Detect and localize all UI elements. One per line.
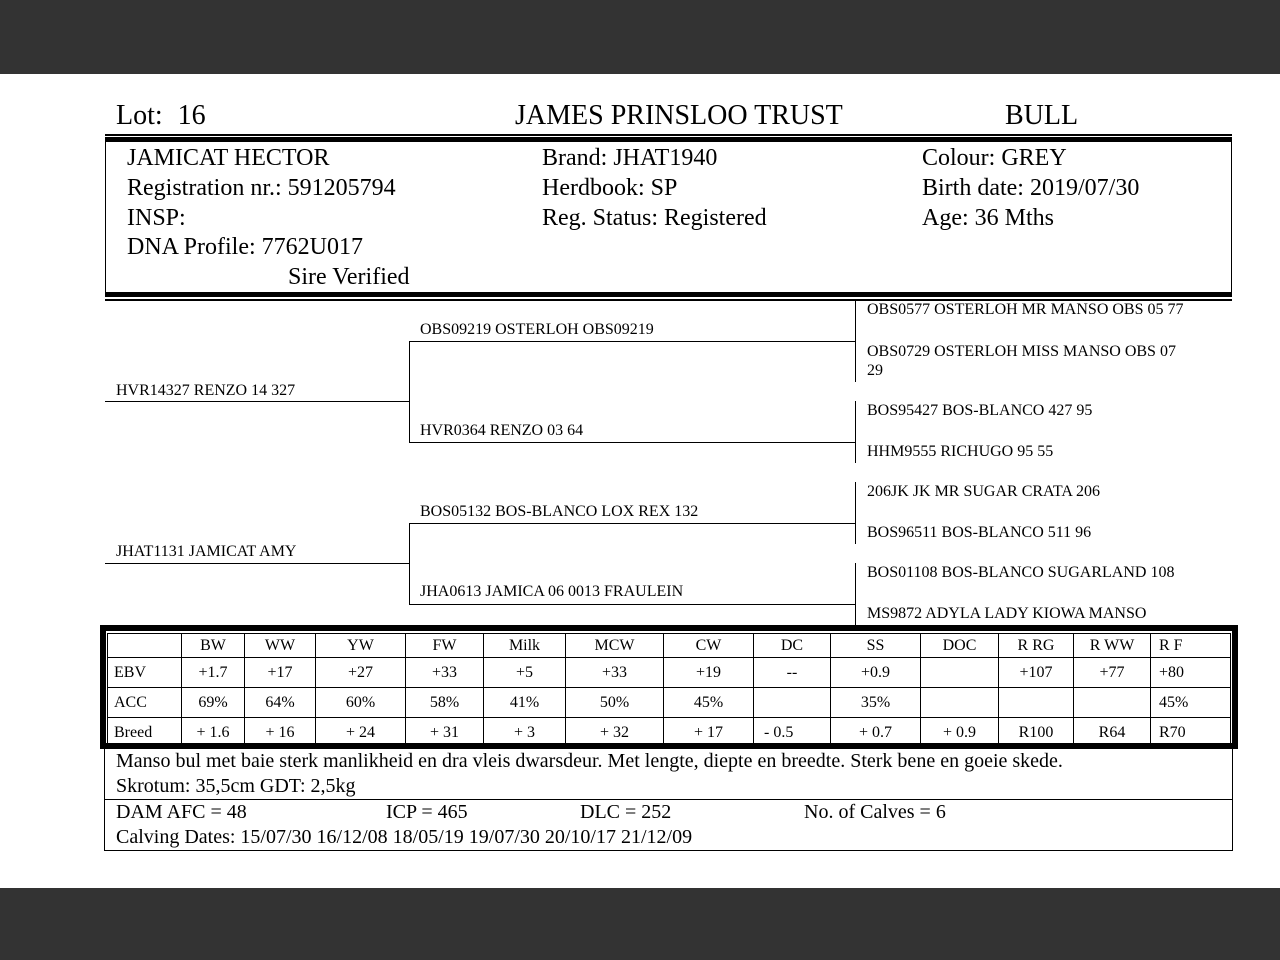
ebv-header-cell: SS [831,634,921,658]
ebv-header-row [108,634,1231,658]
ebv-cell: +80 [1151,658,1231,688]
breed-cell: + 1.6 [182,718,245,748]
pedigree-ggp-2-cont: 29 [867,362,883,379]
pedigree-ggp-6: BOS96511 BOS-BLANCO 511 96 [867,524,1092,541]
breed-row-label: Breed [108,718,182,748]
comments-line-1: Manso bul met baie sterk manlikheid en dra vleis dwarsdeur. Met lengte, diepte en breedte. Sterk bene en goeie skede. [116,750,1063,772]
breed-cell: + 0.7 [831,718,921,748]
pedigree-dam-sire: BOS05132 BOS-BLANCO LOX REX 132 [420,503,699,520]
pedigree-sire-dam: HVR0364 RENZO 03 64 [420,422,584,439]
lot-sheet [0,74,1280,888]
ebv-cell: +17 [245,658,316,688]
dna-profile: DNA Profile: 7762U017 [127,234,363,260]
acc-cell: 50% [566,688,664,718]
comments-line-2: Skrotum: 35,5cm GDT: 2,5kg [116,775,356,797]
acc-row-label: ACC [108,688,182,718]
breed-cell: + 16 [245,718,316,748]
ebv-header-cell: BW [182,634,245,658]
lot-number: 16 [177,100,206,131]
ebv-row-label: EBV [108,658,182,688]
acc-cell: 45% [664,688,754,718]
breed-cell: + 17 [664,718,754,748]
ebv-header-cell: DC [754,634,831,658]
breed-cell: R100 [999,718,1074,748]
pedigree-ggp-3: BOS95427 BOS-BLANCO 427 95 [867,402,1093,419]
calving-dates: Calving Dates: 15/07/30 16/12/08 18/05/19 19/07/30 20/10/17 21/12/09 [116,826,693,848]
pedigree-dam: JHAT1131 JAMICAT AMY [116,543,297,560]
ebv-cell: +107 [999,658,1074,688]
ebv-header-cell: WW [245,634,316,658]
dam-dlc: DLC = 252 [580,801,672,823]
acc-cell: 58% [406,688,484,718]
pedigree-sire-sire: OBS09219 OSTERLOH OBS09219 [420,321,654,338]
acc-cell: 35% [831,688,921,718]
pedigree-bracket [855,482,856,544]
ebv-header-cell: FW [406,634,484,658]
breed-cell: - 0.5 [754,718,831,748]
ebv-cell: +33 [566,658,664,688]
ebv-cell: +77 [1074,658,1151,688]
pedigree-line [105,563,410,564]
ebv-cell: +33 [406,658,484,688]
brand: Brand: JHAT1940 [542,145,718,171]
insp-field: INSP: [127,205,186,231]
pedigree-sire: HVR14327 RENZO 14 327 [116,382,296,399]
ebv-cell: +5 [484,658,566,688]
lot-label-text: Lot: [116,100,163,131]
acc-cell: 41% [484,688,566,718]
dam-calves-count: No. of Calves = 6 [804,801,946,823]
pedigree-line [409,442,856,443]
ebv-header-cell: Milk [484,634,566,658]
ebv-cell [921,658,999,688]
ebv-header-cell [108,634,182,658]
breed-cell: + 24 [316,718,406,748]
acc-row [108,688,1231,718]
registration-number: Registration nr.: 591205794 [127,175,396,201]
ebv-cell: -- [754,658,831,688]
ebv-header-cell: DOC [921,634,999,658]
ebv-table [107,633,1231,748]
acc-cell: 64% [245,688,316,718]
ebv-cell: +19 [664,658,754,688]
info-box-left-border [105,142,106,292]
pedigree-ggp-7: BOS01108 BOS-BLANCO SUGARLAND 108 [867,564,1175,581]
birth-date: Birth date: 2019/07/30 [922,175,1140,201]
breed-row [108,718,1231,748]
lot-label [116,100,206,132]
ebv-header-cell: R F [1151,634,1231,658]
ebv-header-cell: R RG [999,634,1074,658]
pedigree-bracket [855,563,856,625]
breed-cell: + 31 [406,718,484,748]
header-rule-thin [105,134,1232,136]
pedigree-line [105,401,410,402]
ebv-cell: +0.9 [831,658,921,688]
ebv-cell: +1.7 [182,658,245,688]
info-rule-thick [105,292,1232,297]
animal-name: JAMICAT HECTOR [127,145,330,171]
sire-verified: Sire Verified [288,264,410,290]
pedigree-line [409,341,856,342]
breed-cell: + 0.9 [921,718,999,748]
header-rule-thick [105,137,1232,142]
pedigree-line [409,604,856,605]
acc-cell: 69% [182,688,245,718]
acc-cell: 45% [1151,688,1231,718]
age: Age: 36 Mths [922,205,1054,231]
dam-afc: DAM AFC = 48 [116,801,247,823]
acc-cell [754,688,831,718]
ebv-header-cell: CW [664,634,754,658]
colour: Colour: GREY [922,145,1067,171]
pedigree-ggp-5: 206JK JK MR SUGAR CRATA 206 [867,483,1100,500]
breed-cell: + 3 [484,718,566,748]
ebv-header-cell: MCW [566,634,664,658]
herdbook: Herdbook: SP [542,175,678,201]
pedigree-dam-dam: JHA0613 JAMICA 06 0013 FRAULEIN [420,583,684,600]
pedigree-ggp-4: HHM9555 RICHUGO 95 55 [867,443,1054,460]
pedigree-bracket [409,523,410,605]
acc-cell [921,688,999,718]
dam-icp: ICP = 465 [386,801,468,823]
acc-cell [1074,688,1151,718]
ebv-header-cell: YW [316,634,406,658]
pedigree-ggp-8: MS9872 ADYLA LADY KIOWA MANSO [867,605,1147,622]
ebv-header-cell: R WW [1074,634,1151,658]
pedigree-ggp-2: OBS0729 OSTERLOH MISS MANSO OBS 07 [867,343,1176,360]
pedigree-ggp-1: OBS0577 OSTERLOH MR MANSO OBS 05 77 [867,301,1184,318]
acc-cell [999,688,1074,718]
pedigree-line [409,523,856,524]
breed-cell: R70 [1151,718,1231,748]
acc-cell: 60% [316,688,406,718]
pedigree-bracket [855,401,856,463]
ebv-cell: +27 [316,658,406,688]
pedigree-bracket [855,300,856,382]
breed-cell: R64 [1074,718,1151,748]
info-box-right-border [1231,142,1232,292]
seller-name: JAMES PRINSLOO TRUST [515,100,843,131]
reg-status: Reg. Status: Registered [542,205,767,231]
ebv-row [108,658,1231,688]
breed-cell: + 32 [566,718,664,748]
pedigree-bracket [409,341,410,443]
animal-category: BULL [1005,100,1079,131]
